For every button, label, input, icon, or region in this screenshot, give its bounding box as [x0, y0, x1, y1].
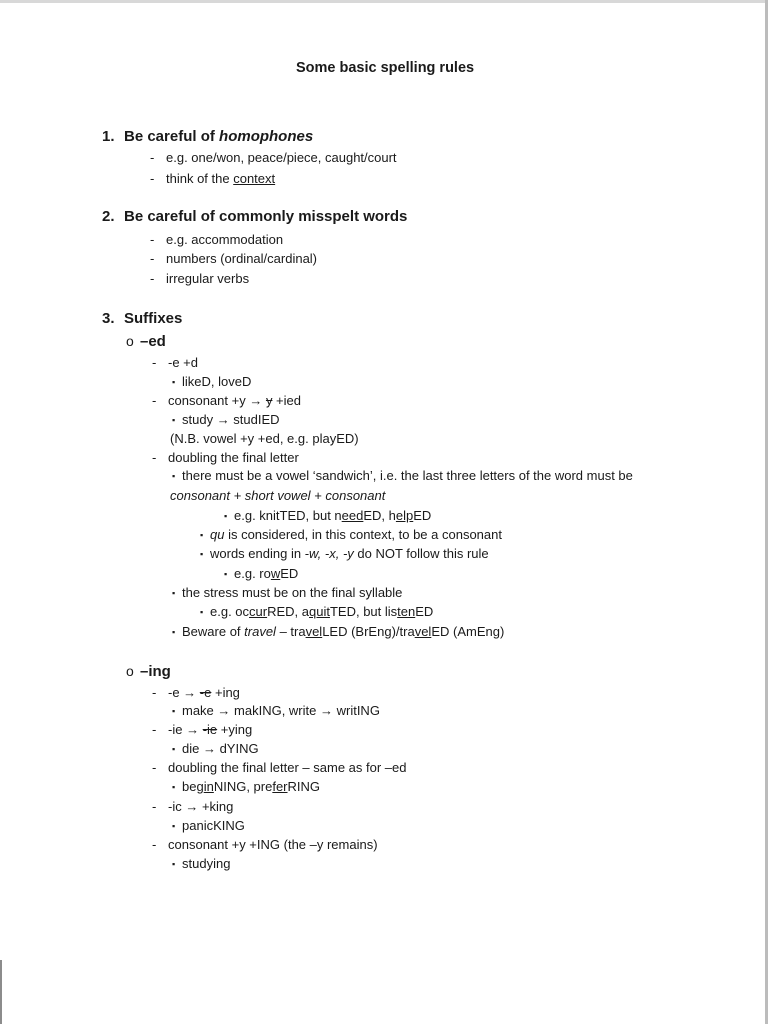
rule-item: - -ic → +king	[152, 799, 234, 814]
dash-marker: -	[150, 171, 155, 186]
rule-item: - -e → -e +ing	[152, 685, 240, 700]
arrow-icon: →	[202, 741, 216, 756]
bullet-marker: ▪	[200, 607, 204, 617]
rule-item	[152, 450, 299, 466]
example-item: ▪ e.g. rowED	[224, 566, 299, 581]
example-item: ▪ there must be a vowel ‘sandwich’, i.e. the last three letters of the word must be	[172, 468, 633, 483]
dash-marker: -	[150, 251, 155, 266]
underlined-text: context	[233, 171, 276, 186]
rule-text: doubling the final letter	[168, 450, 299, 465]
example-item: ▪ e.g. knitTED, but needED, helpED	[224, 508, 432, 523]
item-text: think of the	[166, 171, 234, 186]
section-3-heading	[102, 311, 182, 327]
dash-marker: -	[152, 450, 157, 465]
example-item: ▪ beginNING, preferRING	[172, 779, 321, 794]
note-text: (N.B. vowel +y +ed, e.g. playED)	[170, 431, 359, 446]
example-item: ▪ the stress must be on the final syllable	[172, 585, 403, 600]
page-title: Some basic spelling rules	[296, 60, 475, 76]
bullet-marker: ▪	[172, 782, 176, 792]
bullet-marker: ▪	[200, 549, 204, 559]
subsection-ed-heading	[126, 333, 166, 350]
rule-item: - doubling the final letter – same as for –ed	[152, 760, 407, 775]
struck-text: -e	[199, 685, 212, 700]
item-text: irregular verbs	[166, 271, 250, 286]
item-text: e.g. one/won, peace/piece, caught/court	[166, 150, 397, 165]
subsection-ing-heading	[126, 663, 171, 680]
list-item	[150, 150, 397, 166]
dash-marker: -	[152, 685, 157, 700]
list-item	[150, 232, 283, 248]
dash-marker: -	[150, 232, 155, 247]
example-item: ▪ qu is considered, in this context, to be a consonant	[200, 527, 502, 542]
section-number: 1.	[102, 128, 115, 145]
list-item	[150, 171, 275, 187]
dash-marker: -	[152, 760, 157, 775]
scan-edge-top	[0, 0, 768, 3]
heading-text: Be careful of	[124, 128, 220, 145]
dash-marker: -	[152, 799, 157, 814]
bullet-marker: ▪	[224, 511, 228, 521]
bullet-marker: ▪	[172, 377, 176, 387]
arrow-icon: →	[216, 412, 230, 427]
example-item: ▪ e.g. occurRED, aquitTED, but listenED	[200, 604, 434, 619]
dash-marker: -	[152, 355, 157, 370]
section-2-heading	[102, 209, 407, 225]
subheading-text: –ing	[140, 663, 171, 680]
item-text: e.g. accommodation	[166, 232, 284, 247]
section-number: 3.	[102, 310, 115, 327]
example-item: ▪ die → dYING	[172, 741, 259, 756]
example-item: ▪ study → studIED	[172, 412, 280, 427]
example-item: ▪ words ending in -w, -x, -y do NOT follow this rule	[200, 546, 489, 561]
bullet-marker: ▪	[172, 471, 176, 481]
arrow-icon: →	[185, 799, 199, 814]
rule-item: - consonant +y → y +ied	[152, 393, 301, 408]
rule-text: -e +d	[168, 355, 198, 370]
arrow-icon: →	[319, 703, 333, 718]
rule-item: - consonant +y +ING (the –y remains)	[152, 837, 378, 852]
bullet-marker: ▪	[224, 569, 228, 579]
dash-marker: -	[152, 837, 157, 852]
circle-marker: o	[126, 333, 134, 349]
bullet-marker: ▪	[200, 530, 204, 540]
bullet-marker: ▪	[172, 859, 176, 869]
bullet-marker: ▪	[172, 415, 176, 425]
circle-marker: o	[126, 663, 134, 679]
example-item	[172, 374, 251, 391]
struck-text: -ie	[202, 722, 218, 737]
arrow-icon: →	[183, 685, 197, 700]
subheading-text: –ed	[140, 333, 166, 350]
bullet-marker: ▪	[172, 588, 176, 598]
example-item: ▪ Beware of travel – travelLED (BrEng)/travelED (AmEng)	[172, 624, 505, 639]
heading-text: Suffixes	[124, 310, 183, 327]
heading-emphasis: homophones	[219, 128, 314, 145]
rule-item: - -ie → -ie +ying	[152, 722, 253, 737]
scan-edge-left	[0, 960, 2, 1024]
list-item	[150, 271, 249, 287]
rule-item	[152, 355, 198, 371]
arrow-icon: →	[249, 393, 263, 408]
dash-marker: -	[152, 722, 157, 737]
arrow-icon: →	[217, 703, 231, 718]
dash-marker: -	[152, 393, 157, 408]
bullet-marker: ▪	[172, 821, 176, 831]
item-text: numbers (ordinal/cardinal)	[166, 251, 318, 266]
bullet-marker: ▪	[172, 627, 176, 637]
example-item: ▪ panicKING	[172, 818, 245, 833]
bullet-marker: ▪	[172, 706, 176, 716]
section-number: 2.	[102, 208, 115, 225]
struck-text: y	[265, 393, 273, 408]
example-item: ▪ studying	[172, 856, 231, 871]
list-item	[150, 251, 317, 267]
section-1-heading	[102, 129, 313, 145]
bullet-marker: ▪	[172, 744, 176, 754]
italic-line: consonant + short vowel + consonant	[170, 488, 386, 503]
example-text: likeD, loveD	[182, 374, 252, 389]
arrow-icon: →	[186, 722, 200, 737]
dash-marker: -	[150, 271, 155, 286]
example-item: ▪ make → makING, write → writING	[172, 703, 380, 718]
heading-text: Be careful of commonly misspelt words	[124, 208, 408, 225]
rule-text: consonant +y	[168, 393, 250, 408]
dash-marker: -	[150, 150, 155, 165]
